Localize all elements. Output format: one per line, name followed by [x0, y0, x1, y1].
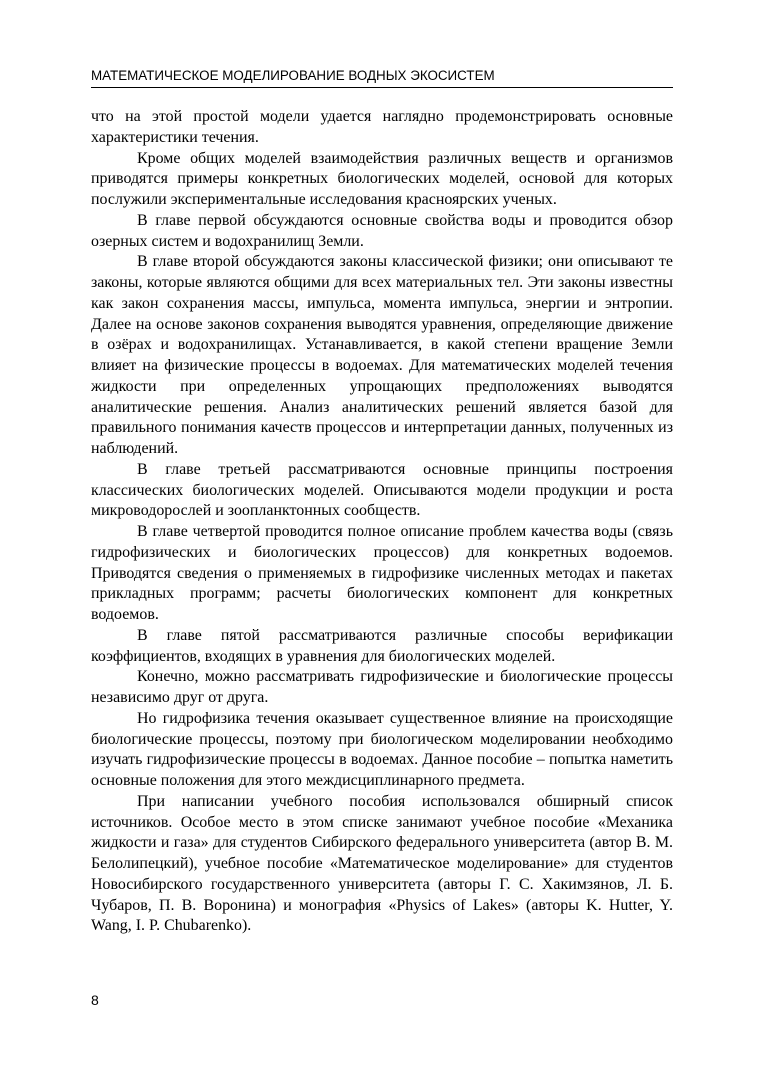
paragraph-continuation: что на этой простой модели удается наглядно продемонстрировать основные характеристики течения. — [91, 108, 673, 146]
paragraph-biological-models: Кроме общих моделей взаимодействия различных веществ и организмов приводятся примеры конкретных биологических моделей, основой для которых послужили экспериментальные исследования красноярских ученых. — [91, 149, 673, 208]
running-head: МАТЕМАТИЧЕСКОЕ МОДЕЛИРОВАНИЕ ВОДНЫХ ЭКОСИСТЕМ — [91, 68, 495, 83]
paragraph-chapter-one: В главе первой обсуждаются основные свойства воды и проводится обзор озерных систем и водохранилищ Земли. — [91, 211, 673, 250]
paragraph-hydrophysics-influence: Но гидрофизика течения оказывает существенное влияние на происходящие биологические процессы, поэтому при биологическом моделировании необходимо изучать гидрофизические процессы в водоемах. Данное пособие – попытка наметить основные положения для этого междисциплинарного предмета. — [91, 709, 673, 789]
body-text — [91, 107, 673, 937]
paragraph-chapter-four: В главе четвертой проводится полное описание проблем качества воды (связь гидрофизических и биологических процессов) для конкретных водоемов. Приводятся сведения о применяемых в гидрофизике численных методах и пакетах прикладных программ; расчеты биологических компонент для конкретных водоемов. — [91, 523, 673, 623]
paragraph-chapter-three: В главе третьей рассматриваются основные принципы построения классических биологических моделей. Описываются модели продукции и роста микроводорослей и зоопланктонных сообществ. — [91, 460, 673, 520]
header-rule — [91, 87, 673, 88]
paragraph-sources: При написании учебного пособия использовался обширный список источников. Особое место в этом списке занимают учебное пособие «Механика жидкости и газа» для студентов Сибирского федерального университета (автор В. М. Белолипецкий), учебное пособие «Математическое моделирование» для студентов Новосибирского государственного университета (авторы Г. С. Хакимзянов, Л. Б. Чубаров, П. В. Воронина) и монография «Physics of Lakes» (авторы K. Hutter, Y. Wang, I. P. Chubarenko). — [91, 792, 673, 935]
paragraph-independent-processes: Конечно, можно рассматривать гидрофизические и биологические процессы независимо друг от друга. — [91, 668, 673, 706]
paragraph-chapter-two: В главе второй обсуждаются законы классической физики; они описывают те законы, которые являются общими для всех материальных тел. Эти законы известны как закон сохранения массы, импульса, момента импульса, энергии и энтропии. Далее на основе законов сохранения выводятся уравнения, определяющие движение в озёрах и водохранилищах. Устанавливается, в какой степени вращение Земли влияет на физические процессы в водоемах. Для математических моделей течения жидкости при определенных упрощающих предположениях выводятся аналитические решения. Анализ аналитических решений является базой для правильного понимания качеств процессов и интерпретации данных, полученных из наблюдений. — [91, 253, 673, 457]
page-number: 8 — [91, 992, 99, 1008]
paragraph-chapter-five: В главе пятой рассматриваются различные способы верификации коэффициентов, входящих в уравнения для биологических моделей. — [91, 626, 673, 665]
